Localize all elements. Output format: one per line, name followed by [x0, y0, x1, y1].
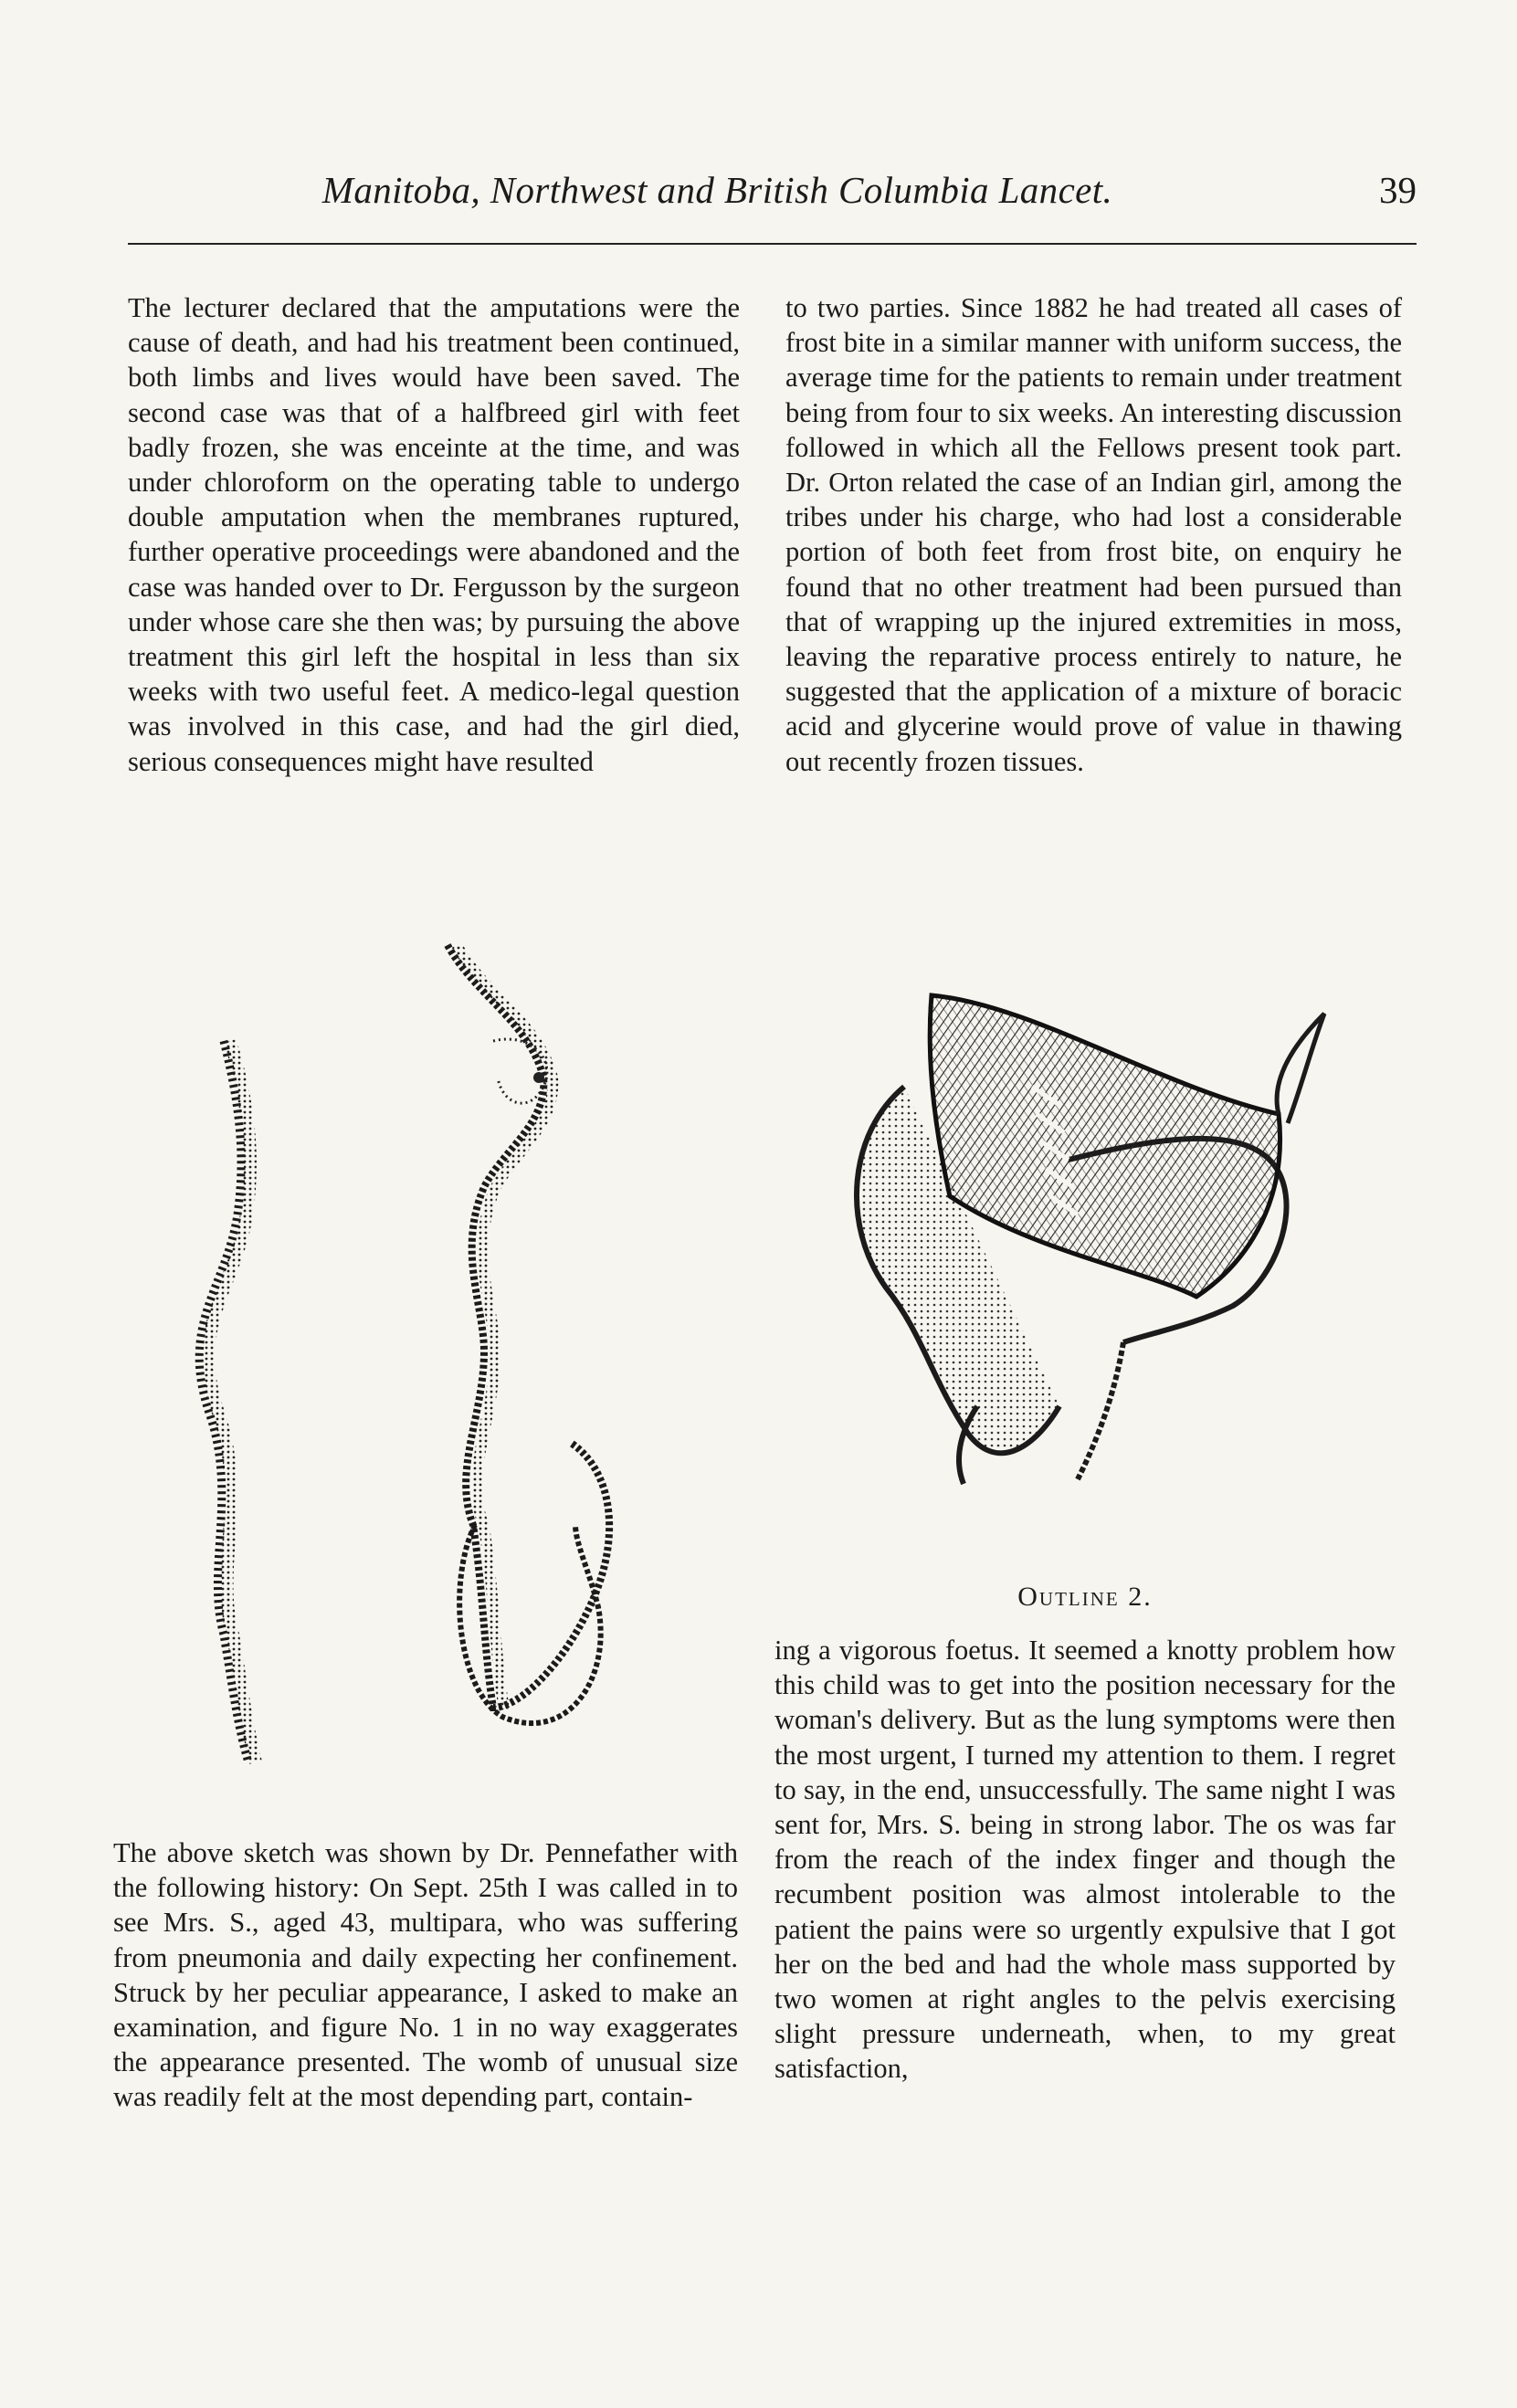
page-number: 39	[1379, 169, 1417, 211]
right-column-top	[785, 290, 1402, 779]
paragraph-right-top: to two parties. Since 1882 he had treated all cases of frost bite in a similar manner with uniform success, the average time for the patients to remain under treatment being from four to six weeks. An interesting discussion followed in which all the Fellows present took part. Dr. Orton related the case of an Indian girl, among the tribes under his charge, who had lost a considerable portion of both feet from frost bite, on enquiry he found that no other treatment had been pursued than that of wrapping up the injured extremities in moss, leaving the reparative process entirely to nature, he suggested that the application of a mixture of boracic acid and glycerine would prove of value in thawing out recently frozen tissues.	[785, 292, 1402, 777]
paragraph-right-bottom: ing a vigorous foetus. It seemed a knotty problem how this child was to get into the position necessary for the woman's delivery. But as the lung symptoms were then the most urgent, I turned my attention to them. I regret to say, in the end, unsuccessfully. The same night I was sent for, Mrs. S. being in strong labor. The os was far from the reach of the index finger and though the recumbent position was almost intolerable to the patient the pains were so urgently expulsive that I got her on the bed and had the whole mass supported by two women at right angles to the pelvis exercising slight pressure underneath, when, to my great satisfaction,	[774, 1635, 1396, 2085]
running-header	[128, 161, 1417, 225]
left-column-bottom	[113, 1835, 738, 2115]
right-column-bottom	[774, 1633, 1396, 2087]
left-column-top	[128, 290, 740, 779]
figure-caption: Outline 2.	[1017, 1582, 1153, 1612]
paragraph-left-bottom: The above sketch was shown by Dr. Pennefather with the following history: On Sept. 25th I was called in to see Mrs. S., aged 43, multipara, who was suffering from pneumonia and daily expecting her confinement. Struck by her peculiar appearance, I asked to make an examination, and figure No. 1 in no way exaggerates the appearance presented. The womb of unusual size was readily felt at the most depending part, contain-	[113, 1837, 738, 2113]
header-rule	[128, 243, 1417, 245]
paragraph-left-top: The lecturer declared that the amputations were the cause of death, and had his treatment been continued, both limbs and lives would have been saved. The second case was that of a halfbreed girl with feet badly frozen, she was enceinte at the time, and was under chloroform on the operating table to undergo double amputation when the membranes ruptured, further operative proceedings were abandoned and the case was handed over to Dr. Fergusson by the surgeon under whose care she then was; by pursuing the above treatment this girl left the hospital in less than six weeks with two useful feet. A medico-legal question was involved in this case, and had the girl died, serious consequences might have resulted	[128, 292, 740, 777]
figure-2-sketch	[849, 977, 1361, 1488]
figure-1-sketch	[183, 941, 658, 1781]
running-title: Manitoba, Northwest and British Columbia Lancet.	[321, 169, 1113, 211]
